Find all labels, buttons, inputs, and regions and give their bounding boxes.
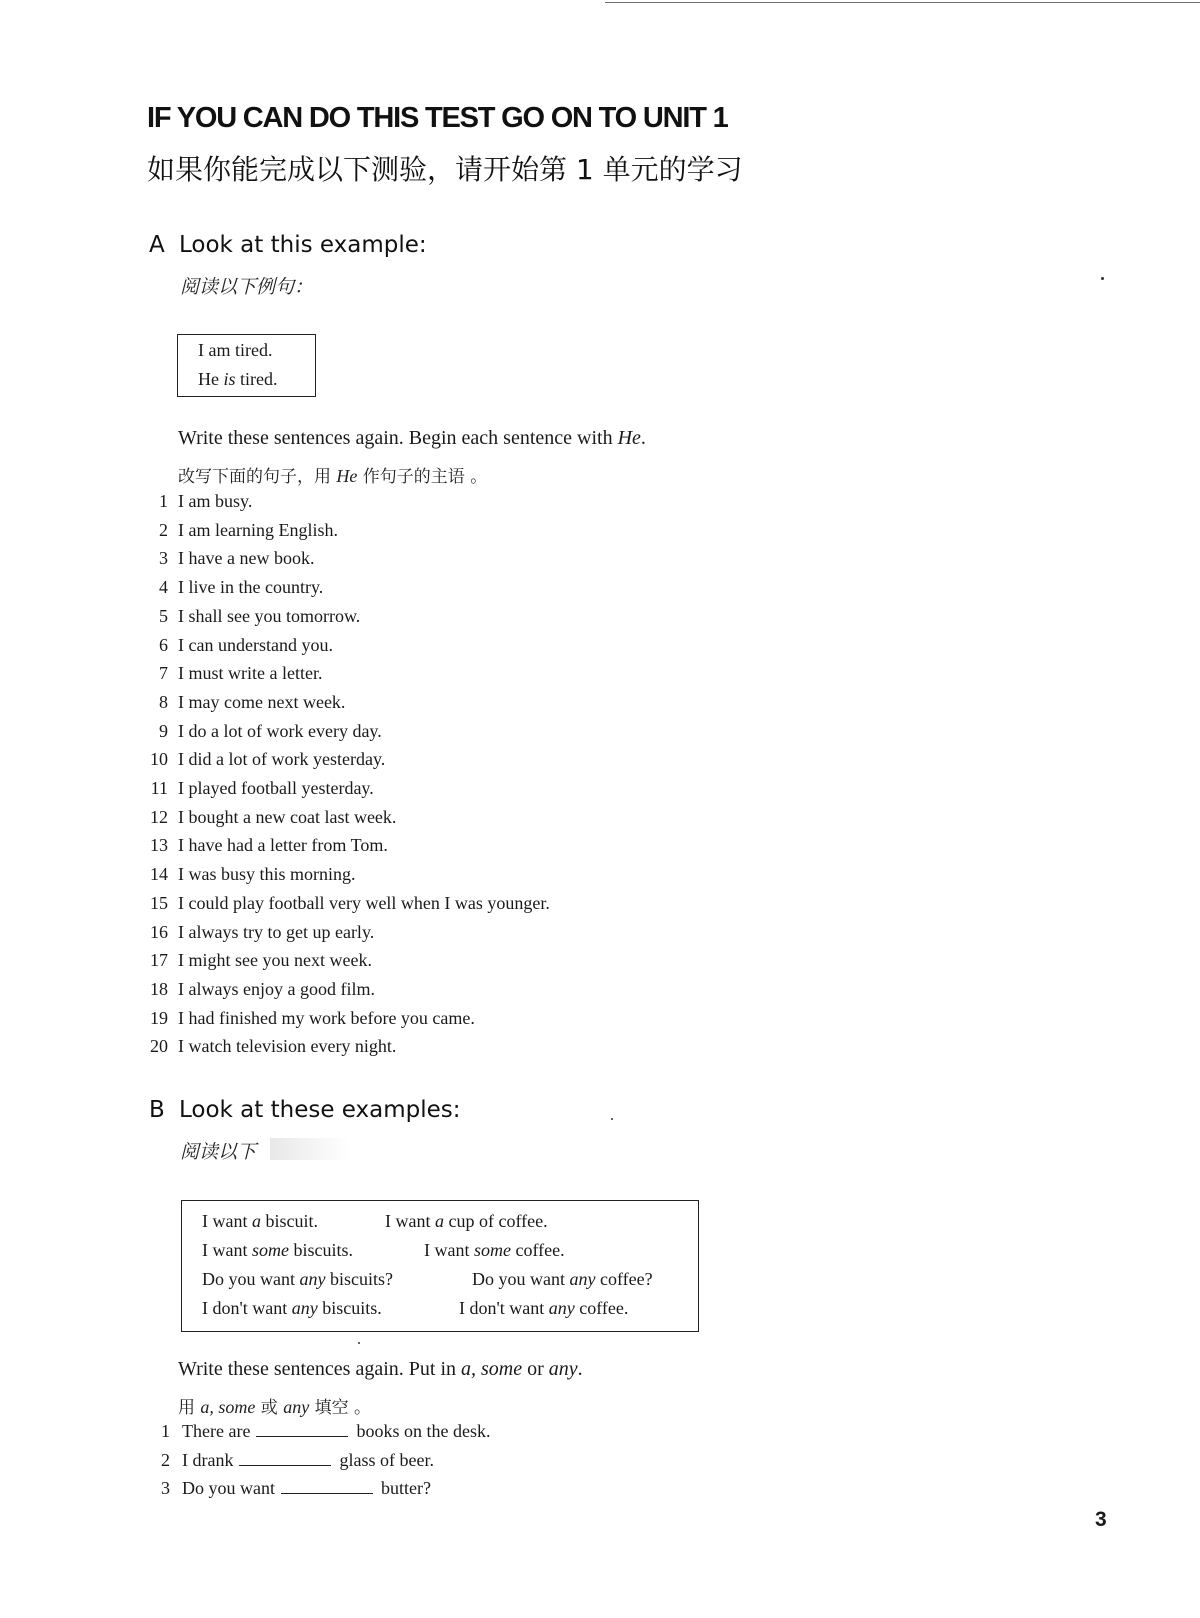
instruction-emphasis: He — [617, 427, 641, 449]
exercise-number: 7 — [159, 663, 168, 684]
instruction-text: or — [522, 1358, 549, 1380]
instruction-cn-end: 作句子的主语 。 — [357, 467, 488, 487]
answer-blank — [239, 1451, 331, 1466]
example-text: biscuit. — [260, 1211, 318, 1231]
section-b-heading — [149, 1097, 461, 1123]
example-sentence — [472, 1269, 653, 1290]
sentence-end: butter? — [381, 1478, 431, 1499]
section-b-instruction-chinese — [178, 1393, 371, 1418]
exercise-number: 17 — [150, 950, 168, 971]
exercise-number: 3 — [159, 548, 168, 569]
section-a-letter: A — [149, 232, 165, 258]
example-text: biscuits. — [317, 1298, 382, 1318]
exercise-sentence: I do a lot of work every day. — [178, 720, 382, 741]
example-line-prefix: He — [198, 369, 224, 389]
exercise-sentence: I am busy. — [178, 491, 253, 511]
exercise-number: 6 — [159, 634, 168, 655]
faded-print-area — [270, 1138, 350, 1160]
exercise-number: 1 — [159, 491, 168, 511]
example-emphasis: any — [299, 1269, 326, 1289]
example-text: I want — [202, 1240, 252, 1260]
exercise-number: 20 — [150, 1036, 168, 1057]
example-text: I don't want — [459, 1298, 549, 1318]
section-b-instruction — [178, 1358, 583, 1381]
instruction-cn-emphasis: a, some — [200, 1397, 256, 1417]
example-sentence — [202, 1269, 393, 1290]
example-text: I don't want — [202, 1298, 292, 1318]
section-a-instruction-chinese — [178, 462, 487, 487]
scan-speck — [1101, 277, 1104, 280]
example-sentence — [202, 1211, 318, 1232]
example-text: coffee? — [595, 1269, 653, 1289]
exercise-sentence: I watch television every night. — [178, 1036, 397, 1057]
exercise-sentence: I have a new book. — [178, 548, 315, 569]
example-text: I want — [385, 1211, 435, 1231]
example-text: cup of coffee. — [443, 1211, 548, 1231]
answer-blank — [281, 1479, 373, 1494]
instruction-cn-text: 或 — [255, 1398, 284, 1418]
answer-blank — [256, 1422, 348, 1437]
example-line — [198, 365, 315, 394]
exercise-sentence: I always enjoy a good film. — [178, 978, 375, 999]
instruction-cn-emphasis: any — [283, 1397, 310, 1417]
section-b-example-box — [181, 1200, 699, 1332]
exercise-number: 18 — [150, 978, 168, 999]
scan-speck — [611, 1118, 613, 1120]
example-text: coffee. — [574, 1298, 629, 1318]
exercise-sentence: I shall see you tomorrow. — [178, 605, 361, 626]
exercise-sentence: I can understand you. — [178, 634, 333, 655]
example-line-suffix: tired. — [235, 369, 278, 389]
fill-in-sentence — [182, 1478, 431, 1499]
example-emphasis: any — [569, 1269, 596, 1289]
section-b-heading-text: Look at these examples: — [179, 1097, 461, 1123]
exercise-number: 4 — [159, 577, 168, 598]
exercise-sentence: I had finished my work before you came. — [178, 1007, 475, 1028]
section-b-heading-chinese: 阅读以下 — [180, 1141, 257, 1163]
instruction-emphasis: a, some — [461, 1358, 523, 1380]
section-a-heading — [149, 232, 427, 258]
sentence-start: Do you want — [182, 1478, 275, 1499]
exercise-sentence: I played football yesterday. — [178, 778, 374, 798]
example-emphasis: a — [434, 1211, 444, 1231]
fill-in-sentence — [182, 1421, 490, 1442]
example-text: Do you want — [202, 1269, 300, 1289]
sentence-start: There are — [182, 1421, 251, 1441]
section-b-letter: B — [149, 1097, 165, 1123]
exercise-number: 1 — [161, 1421, 170, 1441]
sentence-start: I drank — [182, 1449, 234, 1470]
page-title: IF YOU CAN DO THIS TEST GO ON TO UNIT 1 — [147, 102, 728, 134]
instruction-cn-text: 改写下面的句子，用 — [178, 467, 337, 487]
section-a-heading-chinese: 阅读以下例句： — [180, 276, 314, 298]
exercise-sentence: I did a lot of work yesterday. — [178, 749, 386, 770]
example-emphasis: any — [548, 1298, 575, 1318]
exercise-number: 10 — [150, 749, 168, 770]
section-a-example-box — [177, 334, 316, 397]
exercise-number: 5 — [159, 605, 168, 626]
exercise-number: 19 — [150, 1007, 168, 1028]
exercise-sentence: I have had a letter from Tom. — [178, 835, 388, 856]
exercise-sentence: I might see you next week. — [178, 950, 372, 971]
exercise-sentence: I live in the country. — [178, 577, 324, 598]
exercise-number: 8 — [159, 691, 168, 712]
instruction-end: . — [640, 427, 646, 449]
exercise-sentence: I could play football very well when I was younger. — [178, 892, 550, 913]
scan-speck — [358, 1342, 360, 1344]
exercise-number: 13 — [150, 835, 168, 856]
exercise-number: 12 — [150, 806, 168, 827]
example-text: biscuits? — [325, 1269, 393, 1289]
example-text: coffee. — [510, 1240, 565, 1260]
fill-in-sentence — [182, 1450, 434, 1471]
exercise-sentence: I am learning English. — [178, 519, 338, 540]
exercise-sentence: I must write a letter. — [178, 663, 323, 684]
section-a-heading-text: Look at this example: — [179, 232, 427, 258]
instruction-cn-emphasis: He — [336, 466, 358, 486]
instruction-end: . — [577, 1358, 583, 1380]
example-emphasis: some — [251, 1240, 289, 1260]
sentence-end: books on the desk. — [356, 1421, 491, 1441]
example-emphasis: some — [473, 1240, 511, 1260]
example-emphasis: a — [251, 1211, 261, 1231]
exercise-number: 16 — [150, 921, 168, 942]
example-emphasis: any — [291, 1298, 318, 1318]
exercise-number: 11 — [150, 778, 168, 798]
example-text: Do you want — [472, 1269, 570, 1289]
example-italic-word: is — [223, 369, 236, 389]
exercise-sentence: I bought a new coat last week. — [178, 806, 397, 827]
instruction-cn-text: 用 — [178, 1398, 201, 1418]
instruction-cn-end: 填空 。 — [309, 1398, 372, 1418]
example-line: I am tired. — [198, 340, 273, 360]
exercise-number: 2 — [159, 519, 168, 540]
exercise-sentence: I always try to get up early. — [178, 921, 375, 942]
example-sentence — [202, 1240, 353, 1261]
example-sentence — [385, 1211, 548, 1232]
exercise-sentence: I may come next week. — [178, 691, 346, 712]
exercise-number: 15 — [150, 892, 168, 913]
example-sentence — [202, 1298, 382, 1319]
instruction-emphasis: any — [548, 1358, 578, 1380]
sentence-end: glass of beer. — [339, 1449, 434, 1470]
example-sentence — [424, 1240, 565, 1261]
instruction-text: Write these sentences again. Put in — [178, 1358, 461, 1380]
example-text: I want — [202, 1211, 252, 1231]
top-rule — [605, 2, 1200, 3]
example-text: I want — [424, 1240, 474, 1260]
exercise-number: 14 — [150, 864, 168, 885]
example-sentence — [459, 1298, 628, 1319]
exercise-sentence: I was busy this morning. — [178, 864, 356, 885]
exercise-number: 9 — [159, 720, 168, 741]
exercise-number: 3 — [161, 1478, 170, 1499]
page-number: 3 — [1095, 1508, 1107, 1531]
exercise-number: 2 — [161, 1449, 170, 1470]
page-title-chinese: 如果你能完成以下测验，请开始第 1 单元的学习 — [147, 153, 743, 186]
section-a-instruction — [178, 427, 646, 450]
example-text: biscuits. — [288, 1240, 353, 1260]
instruction-text: Write these sentences again. Begin each sentence with — [178, 427, 618, 449]
